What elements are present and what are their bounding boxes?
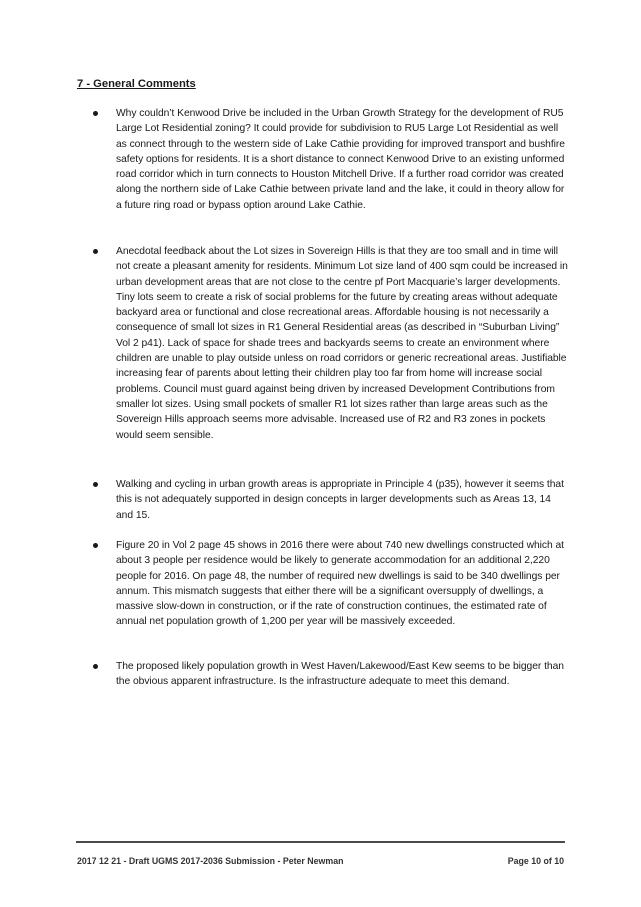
bullet-icon [93, 543, 98, 548]
bullet-text: Anecdotal feedback about the Lot sizes in Sovereign Hills is that they are too small and in time will not create a pleasant amenity for residents. Minimum Lot size land of 400 sqm could be increased in urban development areas that are not close to the centre pf Port Macquarie’s larger developments. Tiny lots seem to create a risk of social problems for the future by creating areas without adequate backyard area or functional and close recreational areas. Affordable housing is not necessarily a consequence of small lot sizes in R1 General Residential areas (as described in “Suburban Living” Vol 2 p41). Lack of space for shade trees and backyards seems to create an environment where children are unable to play outside unless on road corridors or generic recreational areas. Justifiable increasing fear of parents about letting their children play too far from home will increase social problems. Council must guard against being driven by increased Development Contributions from smaller lot sizes. Using small pockets of smaller R1 lot sizes rather than large areas such as the Sovereign Hills approach seems more advisable. Increased use of R2 and R3 zones in pockets would seem sensible. [116, 246, 568, 441]
bullet-icon [93, 111, 98, 116]
bullet-icon [93, 664, 98, 669]
bullet-text: Why couldn’t Kenwood Drive be included in the Urban Growth Strategy for the development of RU5 Large Lot Residential zoning? It could provide for subdivision to RU5 Large Lot Residential as well as connect through to the western side of Lake Cathie providing for improved transport and bushfire safety options for residents. It is a short distance to connect Kenwood Drive to an existing unformed road corridor which in turn connects to Houston Mitchell Drive. If a further road corridor was created along the northern side of Lake Cathie between private land and the lake, it could in theory allow for a future ring road or bypass option around Lake Cathie. [116, 108, 565, 211]
bullet-icon [93, 249, 98, 254]
footer-title: 2017 12 21 - Draft UGMS 2017-2036 Submission - Peter Newman [77, 856, 344, 866]
bullet-text: Walking and cycling in urban growth areas is appropriate in Principle 4 (p35), however it seems that this is not adequately supported in design concepts in larger developments such as Areas 13, 14 and 15. [116, 479, 564, 521]
section-heading: 7 - General Comments [77, 78, 196, 90]
bullet-text: Figure 20 in Vol 2 page 45 shows in 2016 there were about 740 new dwellings constructed which at about 3 people per residence would be likely to generate accommodation for an additional 2,220 people for 2016. On page 48, the number of required new dwellings is said to be 340 dwellings per annum. This mismatch suggests that either there will be a significant oversupply of dwellings, a massive slow-down in construction, or if the rate of construction continues, the estimated rate of annual net population growth of 1,200 per year will be massively exceeded. [116, 540, 564, 628]
bullet-text: The proposed likely population growth in West Haven/Lakewood/East Kew seems to be bigger than the obvious apparent infrastructure. Is the infrastructure adequate to meet this demand. [116, 661, 564, 688]
page-number: Page 10 of 10 [507, 856, 564, 866]
footer-divider [76, 841, 565, 843]
bullet-icon [93, 482, 98, 487]
